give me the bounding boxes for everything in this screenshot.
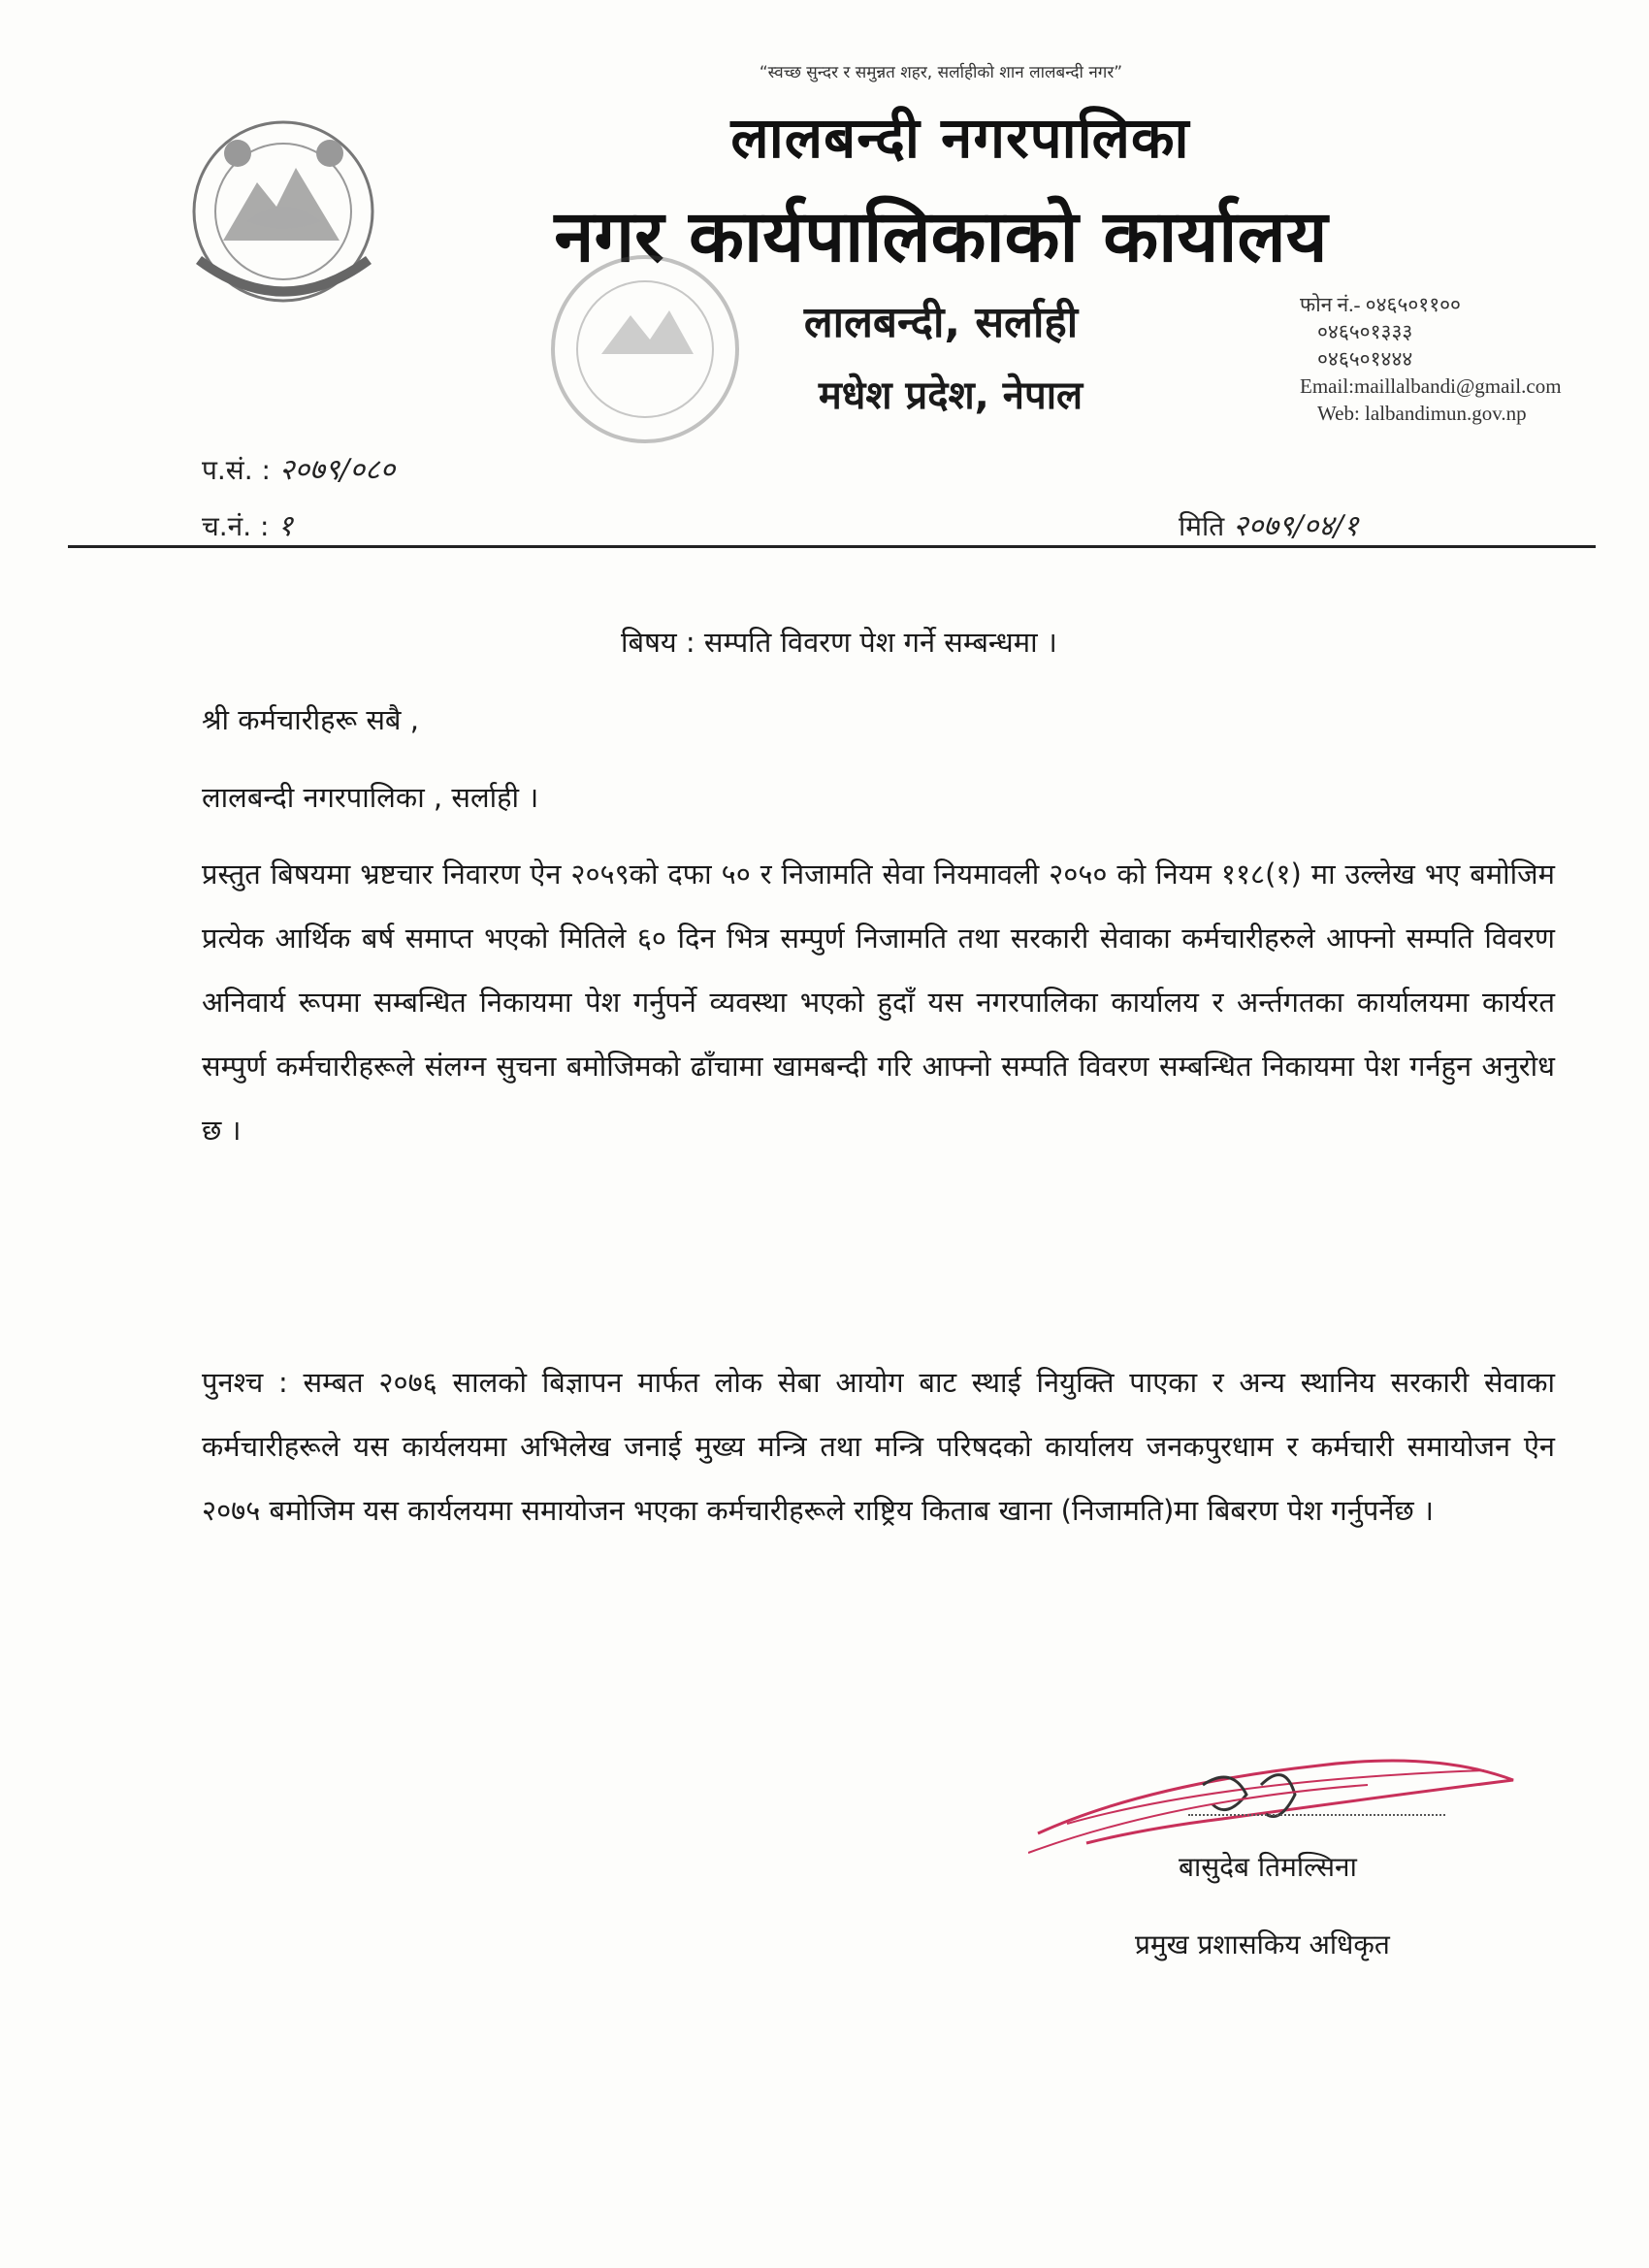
municipality-name: लालबन्दी नगरपालिका [730,105,1190,171]
ref-cn-label: च.नं. : [202,510,270,542]
letter-body: प्रस्तुत बिषयमा भ्रष्टचार निवारण ऐन २०५९को दफा ५० र निजामति सेवा नियमावली २०५० को नियम ११८(१) मा उल्लेख भए बमोजिम प्रत्येक आर्थिक बर्ष समाप्त भएको मितिले ६० दिन भित्र सम्पुर्ण निजामति तथा सरकारी सेवाका कर्मचारीहरुले आफ्नो सम्पति विवरण अनिवार्य रूपमा सम्बन्धित निकायमा पेश गर्नुपर्ने व्यवस्था भएको हुदाँ यस नगरपालिका कार्यालय र अर्न्तगतका कार्यालयमा कार्यरत सम्पुर्ण कर्मचारीहरूले संलग्न सुचना बमोजिमको ढाँचामा खामबन्दी गरि आफ्नो सम्पति विवरण सम्बन्धित निकायमा पेश गर्नहुन अनुरोध छ । [202,858,1555,1147]
ref-ps [202,448,395,488]
ref-cn [202,504,293,544]
address-line-1: लालबन्दी, सर्लाही [803,298,1079,347]
phone-2: ०४६५०१३३३ [1317,320,1413,343]
ref-ps-value: २०७९/०८० [278,453,396,487]
signer-title: प्रमुख प्रशासकिय अधिकृत [1135,1928,1390,1960]
contact-block [1300,291,1610,427]
date-value: २०७९/०४/१ [1233,509,1359,543]
date-label: मिति [1179,510,1225,542]
phone-3: ०४६५०१४४४ [1317,347,1413,371]
letter-date [1179,504,1359,544]
office-stamp-icon [543,247,747,451]
signature-line [1188,1814,1445,1816]
website: Web: lalbandimun.gov.np [1317,402,1527,425]
letter-postscript: पुनश्च : सम्बत २०७६ सालको बिज्ञापन मार्फत लोक सेबा आयोग बाट स्थाई नियुक्ति पाएका र अन्य स्थानिय सरकारी सेवाका कर्मचारीहरूले यस कार्यलयमा अभिलेख जनाई मुख्य मन्त्रि तथा मन्त्रि परिषदको कार्यालय जनकपुरधाम र कर्मचारी समायोजन ऐन २०७५ बमोजिम यस कार्यलयमा समायोजन भएका कर्मचारीहरूले राष्ट्रिय किताब खाना (निजामति)मा बिबरण पेश गर्नुपर्नेछ । [202,1366,1555,1527]
addressee-line-1: श्री कर्मचारीहरू सबै , [202,703,419,736]
phone-1: फोन नं.- ०४६५०११०० [1300,293,1461,316]
email: Email:maillalbandi@gmail.com [1300,374,1562,398]
address-line-2: मधेश प्रदेश, नेपाल [818,373,1083,418]
ref-cn-value: १ [277,509,293,543]
office-name: नगर कार्यपालिकाको कार्यालय [554,195,1328,278]
motto: “स्वच्छ सुन्दर र समुन्नत शहर, सर्लाहीको शान लालबन्दी नगर” [759,63,1123,82]
ref-ps-label: प.सं. : [202,454,271,486]
nepal-emblem-icon [179,114,388,318]
header-divider [68,545,1596,548]
addressee-line-2: लालबन्दी नगरपालिका , सर्लाही । [202,781,539,814]
signer-name: बासुदेब तिमल्सिना [1179,1851,1357,1883]
letter-subject: बिषय : सम्पति विवरण पेश गर्ने सम्बन्धमा । [621,626,1057,659]
